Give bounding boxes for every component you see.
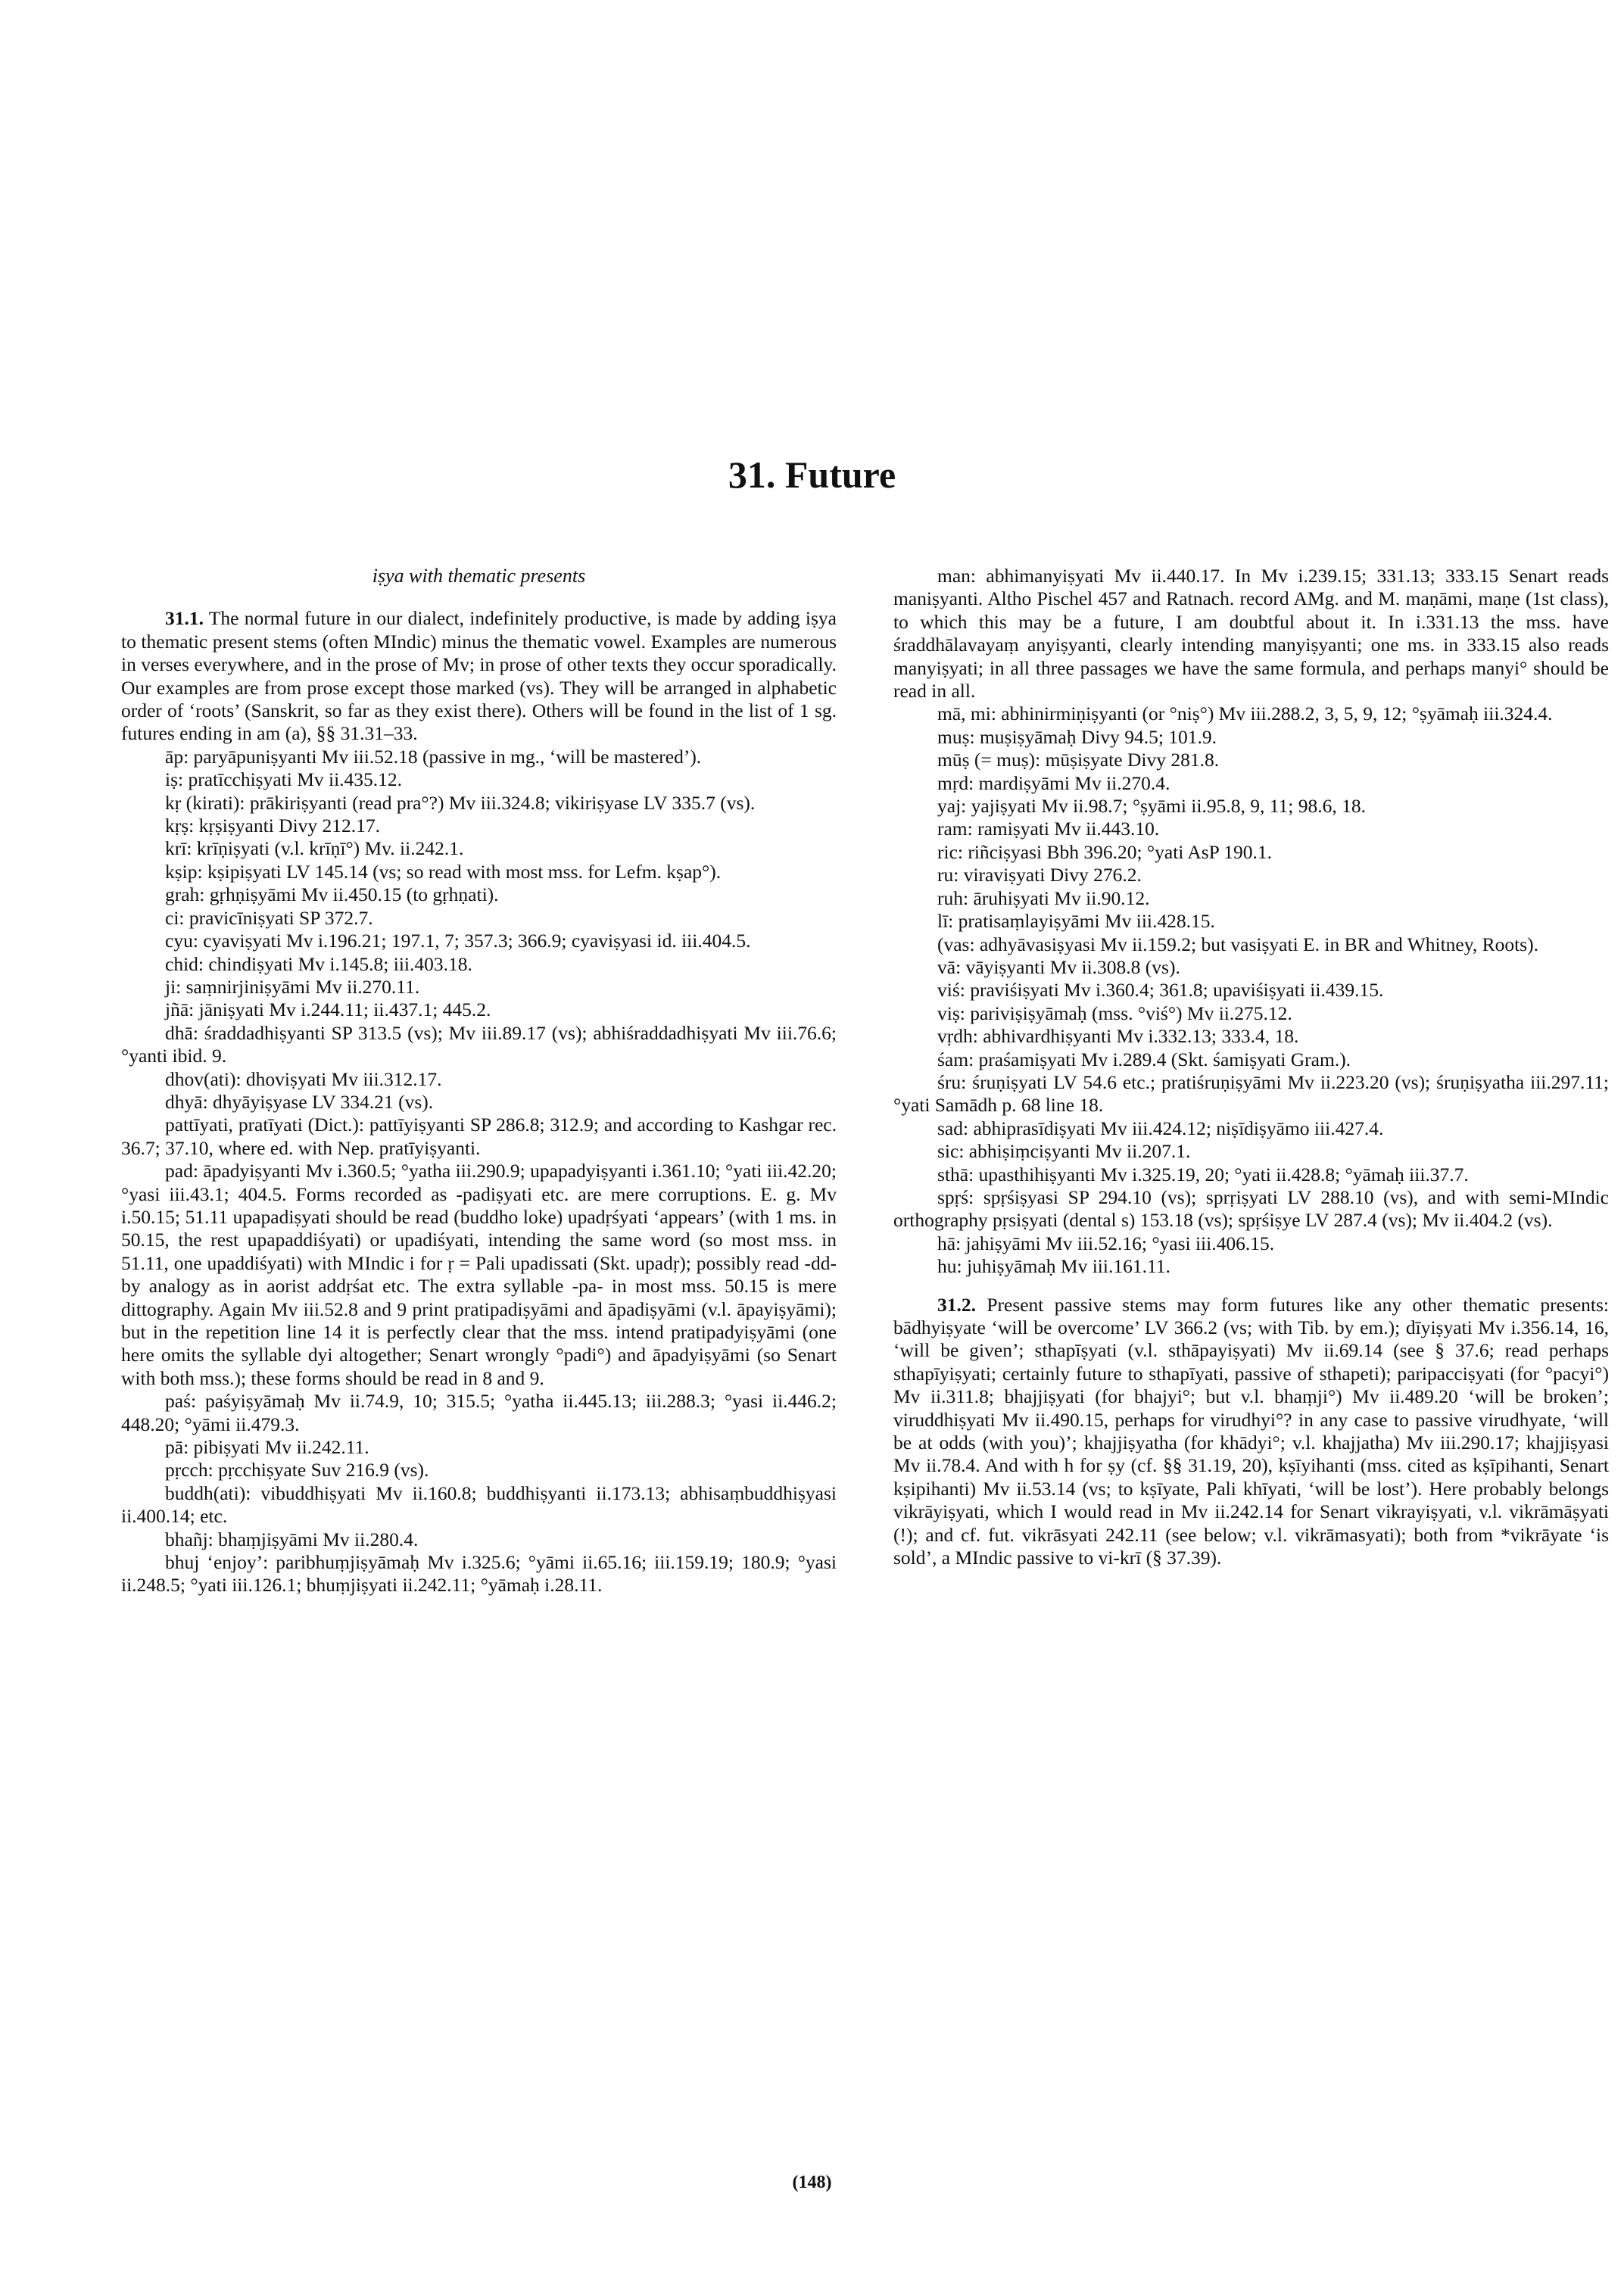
entry: (vas: adhyāvasiṣyasi Mv ii.159.2; but vasiṣyati E. in BR and Whitney, Roots).: [937, 933, 1538, 955]
entry: dhā: śraddadhiṣyanti SP 313.5 (vs); Mv iii.89.17 (vs); abhiśraddadhiṣyati Mv iii.76.6; °yanti ibid. 9.: [121, 1021, 837, 1067]
entry: ruh: āruhiṣyati Mv ii.90.12.: [937, 886, 1150, 909]
entry: kṛṣ: kṛṣiṣyanti Divy 212.17.: [165, 815, 381, 837]
right-column: [893, 565, 1609, 1569]
section-subheading: iṣya with thematic presents: [372, 565, 586, 587]
entry: krī: krīṇiṣyati (v.l. krīṇī°) Mv. ii.242.1.: [165, 837, 464, 860]
entry: āp: paryāpuniṣyanti Mv iii.52.18 (passive in mg., ‘will be mastered’).: [165, 745, 702, 768]
entry: lī: pratisaṃlayiṣyāmi Mv iii.428.15.: [937, 910, 1215, 933]
left-column: [121, 565, 837, 1597]
entry: dhov(ati): dhoviṣyati Mv iii.312.17.: [165, 1067, 442, 1090]
page-number: (148): [792, 2173, 832, 2192]
entry: sic: abhiṣiṃciṣyanti Mv ii.207.1.: [937, 1140, 1191, 1163]
section-number: 31.1.: [165, 607, 204, 630]
entry: buddh(ati): vibuddhiṣyati Mv ii.160.8; buddhiṣyanti ii.173.13; abhisaṃbuddhiṣyasi ii.400.14; etc.: [121, 1481, 837, 1528]
section-number: 31.2.: [937, 1293, 976, 1316]
chapter-title: 31. Future: [728, 453, 896, 496]
entry: sthā: upasthihiṣyanti Mv i.325.19, 20; °yati ii.428.8; °yāmaḥ iii.37.7.: [937, 1163, 1469, 1185]
entry: pattīyati, pratīyati (Dict.): pattīyiṣyanti SP 286.8; 312.9; and according to Kashgar rec. 36.7; 37.10, where ed. with Nep. pratīyiṣyanti.: [121, 1114, 837, 1159]
entry: hu: juhiṣyāmaḥ Mv iii.161.11.: [937, 1255, 1170, 1278]
entry: bhuj ‘enjoy’: paribhuṃjiṣyāmaḥ Mv i.325.6; °yāmi ii.65.16; iii.159.19; 180.9; °yasi ii.248.5; °yati iii.126.1; bhuṃjiṣyati ii.242.11; °yāmaḥ i.28.11.: [121, 1551, 837, 1597]
entry: vṛdh: abhivardhiṣyanti Mv i.332.13; 333.4, 18.: [937, 1025, 1299, 1048]
entry: bhañj: bhaṃjiṣyāmi Mv ii.280.4.: [165, 1528, 419, 1550]
paragraph-text: The normal future in our dialect, indefinitely productive, is made by adding iṣya to thematic present stems (often MIndic) minus the thematic vowel. Examples are numerous in verses everywhere, and in the prose of Mv; in prose of other texts they occur sporadically. Our examples are from prose except those marked (vs). They will be arranged in alphabetic order of ‘roots’ (Sanskrit, so far as they exist there). Others will be found in the list of 1 sg. futures ending in am (a), §§ 31.31–33.: [121, 607, 837, 745]
entry: kṛ (kirati): prākiriṣyanti (read pra°?) Mv iii.324.8; vikiriṣyase LV 335.7 (vs).: [165, 791, 756, 814]
paragraph-31-2: [893, 1294, 1609, 1570]
entry: pad: āpadyiṣyanti Mv i.360.5; °yatha iii.290.9; upapadyiṣyanti i.361.10; °yati iii.42.20; °yasi iii.43.1; 404.5. Forms recorded as -padiṣyati etc. are mere corruptions. E. g. Mv i.50.15; 51.11 upapadiṣyati should be read (buddho loke) upadṛśyati ‘appears’ (with 1 ms. in 50.15, the rest upapaddiśyati) or upadiśyati, intending the same word (so most mss. in 51.11, one upaddiśyati) with MIndic i for ṛ = Pali upadissati (Skt. upadṛ); possibly read -dd- by analogy as in aorist addṛśat etc. The extra syllable -pa- in most mss. 50.15 is mere dittography. Again Mv iii.52.8 and 9 print pratipadiṣyāmi and āpadiṣyāmi (v.l. āpayiṣyāmi); but in the repetition line 14 it is perfectly clear that the mss. intend pratipadyiṣyāmi (one here omits the syllable dyi altogether; Senart wrongly °padi°) and āpadyiṣyāmi (so Senart with both mss.); these forms should be read in 8 and 9.: [121, 1160, 837, 1389]
entry: śru: śruṇiṣyati LV 54.6 etc.; pratiśruṇiṣyāmi Mv ii.223.20 (vs); śruṇiṣyatha iii.297.11; °yati Samādh p. 68 line 18.: [893, 1070, 1609, 1117]
entry: śam: praśamiṣyati Mv i.289.4 (Skt. śamiṣyati Gram.).: [937, 1048, 1351, 1070]
entry: hā: jahiṣyāmi Mv iii.52.16; °yasi iii.406.15.: [937, 1232, 1275, 1254]
entry: ci: pravicīniṣyati SP 372.7.: [165, 906, 373, 929]
entry: jñā: jāniṣyati Mv i.244.11; ii.437.1; 445.2.: [165, 999, 491, 1021]
entry: sad: abhiprasīdiṣyati Mv iii.424.12; niṣīdiṣyāmo iii.427.4.: [937, 1117, 1384, 1139]
entry: vā: vāyiṣyanti Mv ii.308.8 (vs).: [937, 955, 1180, 978]
entry: mṛd: mardiṣyāmi Mv ii.270.4.: [937, 771, 1170, 794]
entry: ric: riñciṣyasi Bbh 396.20; °yati AsP 190.1.: [937, 840, 1273, 863]
entry: pā: pibiṣyati Mv ii.242.11.: [165, 1436, 369, 1459]
entry: muṣ: muṣiṣyāmaḥ Divy 94.5; 101.9.: [937, 725, 1217, 748]
entry: pṛcch: pṛcchiṣyate Suv 216.9 (vs).: [165, 1459, 429, 1481]
entry: ram: ramiṣyati Mv ii.443.10.: [937, 818, 1160, 840]
entry: spṛś: spṛśiṣyasi SP 294.10 (vs); sprṛiṣyati LV 288.10 (vs), and with semi-MIndic orthography pṛsiṣyati (dental s) 153.18 (vs); spṛśiṣye LV 287.4 (vs); Mv ii.404.2 (vs).: [893, 1185, 1609, 1232]
entry: dhyā: dhyāyiṣyase LV 334.21 (vs).: [165, 1090, 434, 1113]
entry: man: abhimanyiṣyati Mv ii.440.17. In Mv i.239.15; 331.13; 333.15 Senart reads maniṣyanti. Altho Pischel 457 and Ratnach. record AMg. and M. maṇāmi, maṇe (1st class), to which this may be a future, I am doubtful about it. In i.331.13 the mss. have śraddhālavayaṃ anyiṣyanti, clearly intending manyiṣyanti; one ms. in 333.15 also reads manyiṣyati; in all three passages we have the same formula, and perhaps manyi° should be read in all.: [893, 565, 1609, 703]
entry: chid: chindiṣyati Mv i.145.8; iii.403.18.: [165, 952, 472, 975]
entry: mūṣ (= muṣ): mūṣiṣyate Divy 281.8.: [937, 749, 1220, 771]
entry: ru: viraviṣyati Divy 276.2.: [937, 864, 1142, 886]
entry: cyu: cyaviṣyati Mv i.196.21; 197.1, 7; 357.3; 366.9; cyaviṣyasi id. iii.404.5.: [165, 930, 751, 952]
entry: viṣ: pariviṣiṣyāmaḥ (mss. °viś°) Mv ii.275.12.: [937, 1002, 1292, 1024]
paragraph-31-1: [121, 607, 837, 745]
entry: yaj: yajiṣyati Mv ii.98.7; °ṣyāmi ii.95.8, 9, 11; 98.6, 18.: [937, 795, 1366, 818]
entry: kṣip: kṣipiṣyati LV 145.14 (vs; so read with most mss. for Lefm. kṣap°).: [165, 860, 722, 883]
entry: paś: paśyiṣyāmaḥ Mv ii.74.9, 10; 315.5; °yatha ii.445.13; iii.288.3; °yasi ii.446.2; 448.20; °yāmi ii.479.3.: [121, 1390, 837, 1435]
entry: viś: praviśiṣyati Mv i.360.4; 361.8; upaviśiṣyati ii.439.15.: [937, 979, 1384, 1002]
entry: mā, mi: abhinirmiṇiṣyanti (or °niṣ°) Mv iii.288.2, 3, 5, 9, 12; °ṣyāmaḥ iii.324.4.: [937, 703, 1553, 725]
entry: grah: gṛhṇiṣyāmi Mv ii.450.15 (to gṛhṇati).: [165, 883, 499, 906]
entry: ji: saṃnirjiniṣyāmi Mv ii.270.11.: [165, 975, 420, 998]
entry: iṣ: pratīcchiṣyati Mv ii.435.12.: [165, 768, 403, 791]
paragraph-text: Present passive stems may form futures like any other thematic presents: bādhyiṣyate ‘will be overcome’ LV 366.2 (vs; with Tib. by em.); dīyiṣyati Mv i.356.14, 16, ‘will be given’; sthapīṣyati (v.l. sthāpayiṣyati) Mv ii.69.14 (see § 37.6; read perhaps sthapīyiṣyati; certainly future to sthapīyati, passive of sthapeti); paripacciṣyati (for °pacyi°) Mv ii.311.8; bhajjiṣyati (for bhajyi°; but v.l. bhaṃji°) Mv ii.489.20 ‘will be broken’; viruddhiṣyati Mv ii.490.15, perhaps for virudhyi°? in any case to passive virudhyate, ‘will be at odds (with you)’; khajjiṣyatha (for khādyi°; v.l. khajjatha) Mv iii.290.17; khajjiṣyasi Mv ii.78.4. And with h for ṣy (cf. §§ 31.19, 20), kṣīyihanti (mss. cited as kṣīpihanti, Senart kṣipihanti) Mv ii.53.14 (vs; to kṣīyate, Pali khīyati, ‘will be lost’). Here probably belongs vikrāyiṣyati, which I would read in Mv ii.242.14 for Senart vikrayiṣyati, v.l. vikrāmāṣyati (!); and cf. fut. vikrāsyati 242.11 (see below; v.l. vikrāmasyati); both from *vikrāyate ‘is sold’, a MIndic passive to vi-krī (§ 37.39).: [893, 1293, 1609, 1569]
